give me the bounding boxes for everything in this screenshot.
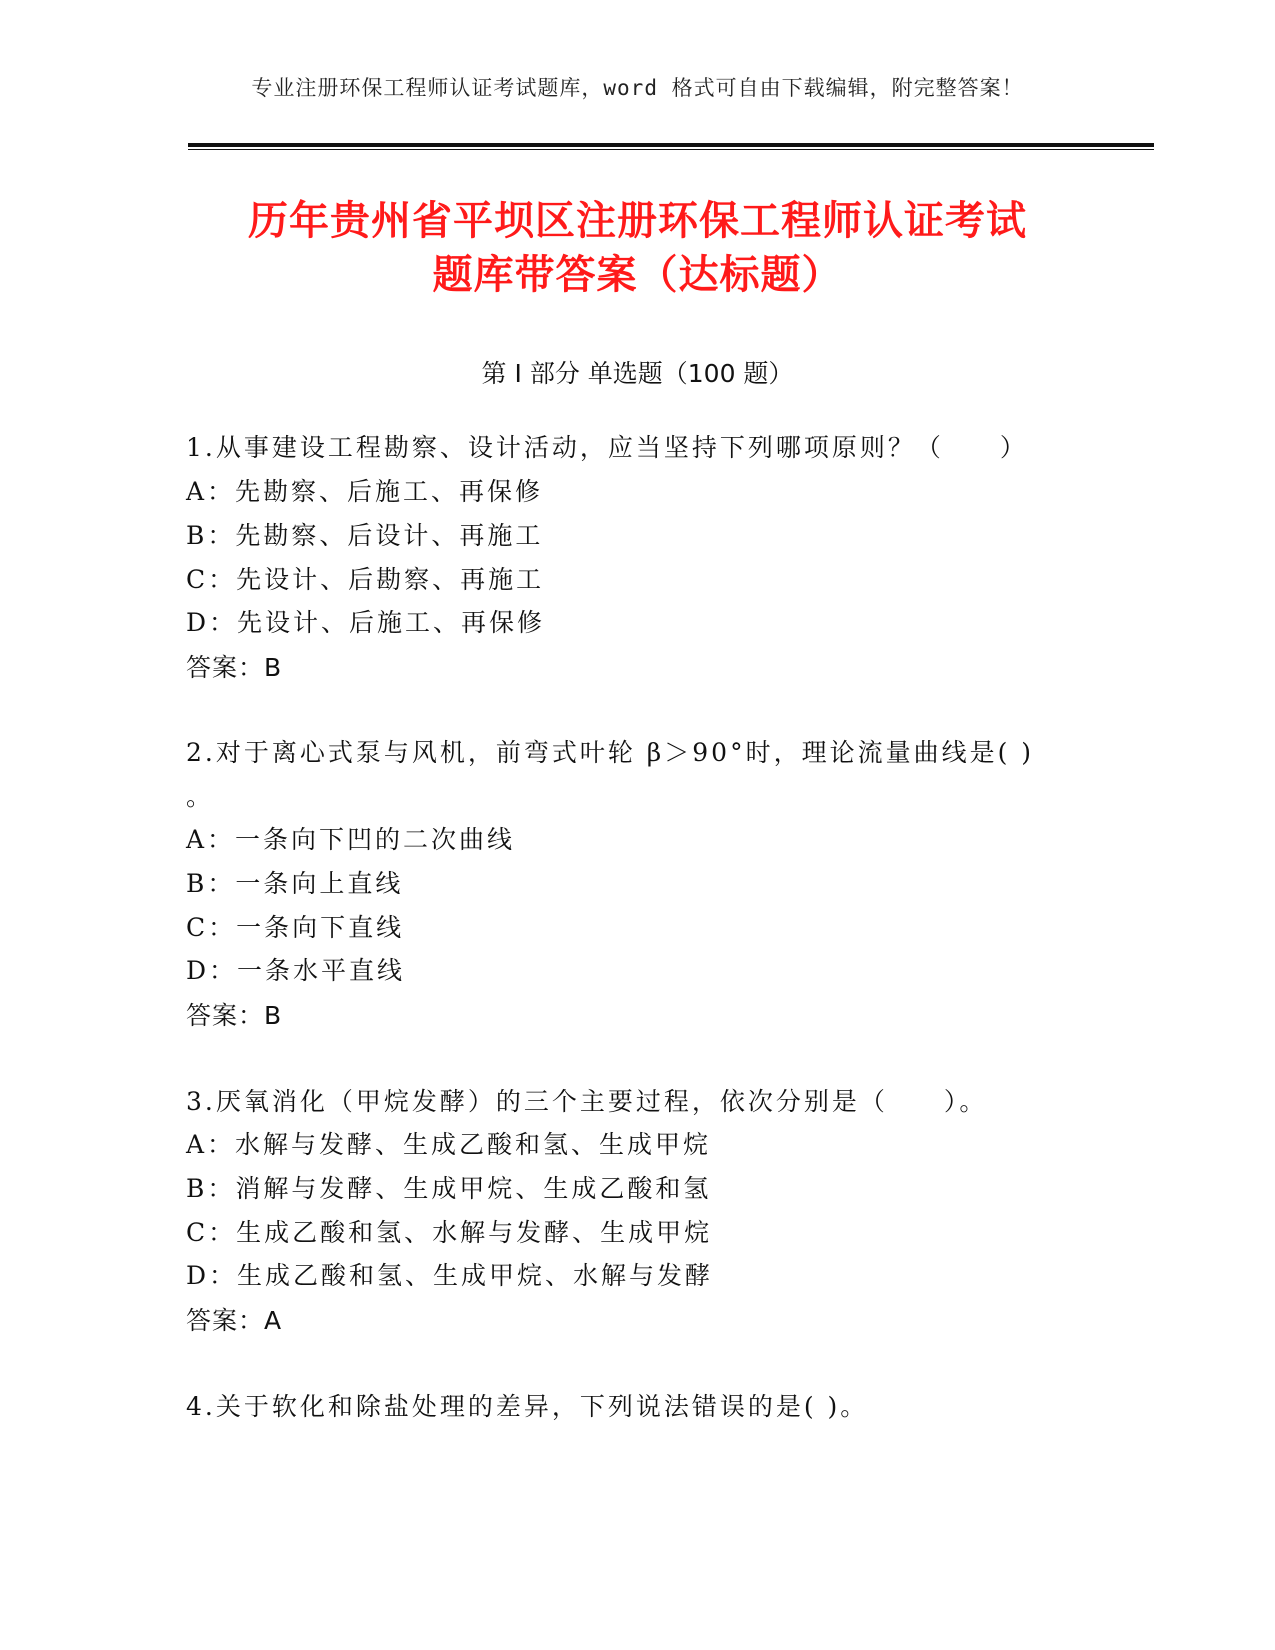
document-title-line-2: 题库带答案（达标题）: [432, 252, 843, 298]
question-2-answer: 答案：B: [186, 1001, 283, 1030]
question-3-option-b: B：消解与发酵、生成甲烷、生成乙酸和氢: [186, 1174, 712, 1203]
question-1-stem: 1.从事建设工程勘察、设计活动，应当坚持下列哪项原则？（ ）: [186, 433, 1028, 462]
header-rule-thin: [188, 149, 1154, 150]
page-header-note: 专业注册环保工程师认证考试题库，word 格式可自由下载编辑，附完整答案！: [251, 76, 1024, 100]
header-rule-thick: [188, 143, 1154, 147]
question-3-option-a: A：水解与发酵、生成乙酸和氢、生成甲烷: [186, 1130, 712, 1159]
question-2-stem-continuation: 。: [186, 782, 215, 811]
question-4-stem: 4.关于软化和除盐处理的差异，下列说法错误的是( )。: [186, 1392, 869, 1421]
question-2-option-c: C：一条向下直线: [186, 913, 405, 942]
document-title-line-1: 历年贵州省平坝区注册环保工程师认证考试: [248, 198, 1027, 244]
question-1-option-a: A：先勘察、后施工、再保修: [186, 477, 544, 506]
question-3-answer: 答案：A: [186, 1306, 283, 1335]
question-1-option-b: B：先勘察、后设计、再施工: [186, 521, 544, 550]
question-2-option-b: B：一条向上直线: [186, 869, 404, 898]
question-1-option-d: D：先设计、后施工、再保修: [186, 608, 546, 637]
question-2-stem: 2.对于离心式泵与风机，前弯式叶轮 β＞90°时，理论流量曲线是( ): [186, 738, 1035, 767]
question-2-option-d: D：一条水平直线: [186, 956, 406, 985]
question-1-option-c: C：先设计、后勘察、再施工: [186, 565, 545, 594]
question-1-answer: 答案：B: [186, 653, 283, 682]
question-3-stem: 3.厌氧消化（甲烷发酵）的三个主要过程，依次分别是（ ）。: [186, 1087, 988, 1116]
question-3-option-d: D：生成乙酸和氢、生成甲烷、水解与发酵: [186, 1261, 714, 1290]
document-title: [150, 194, 1125, 302]
question-2-option-a: A：一条向下凹的二次曲线: [186, 825, 516, 854]
question-3-option-c: C：生成乙酸和氢、水解与发酵、生成甲烷: [186, 1218, 713, 1247]
section-title: 第 I 部分 单选题（100 题）: [481, 359, 794, 388]
